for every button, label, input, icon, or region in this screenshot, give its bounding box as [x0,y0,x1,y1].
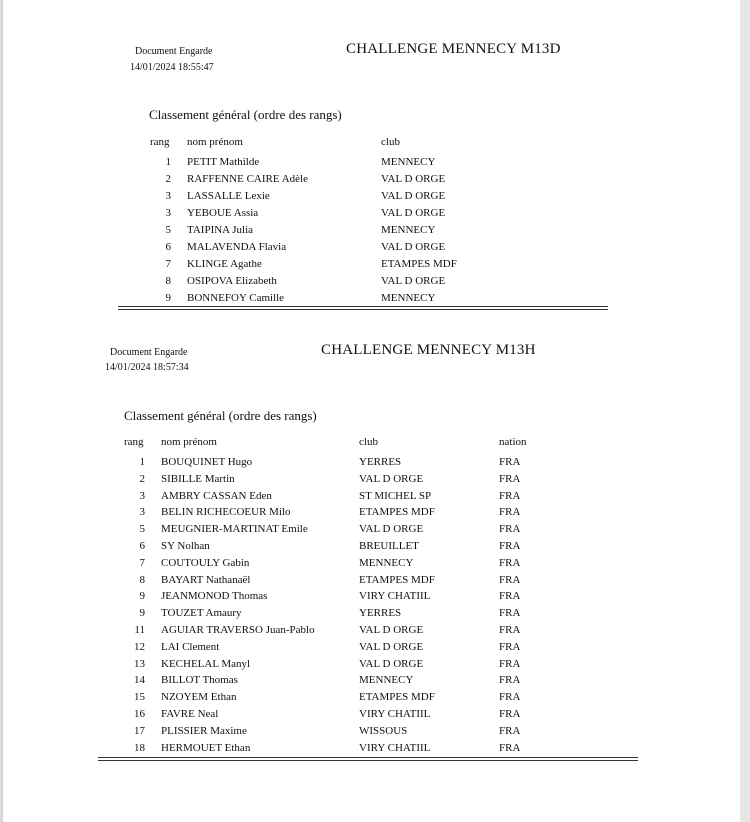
club-cell: VAL D ORGE [359,657,424,670]
table-row [127,605,627,622]
table-row [127,488,627,505]
rank-cell: 14 [134,674,145,687]
name-cell: MALAVENDA Flavia [187,241,287,253]
name-cell: BOUQUINET Hugo [161,456,253,468]
rank-cell: 7 [165,258,171,270]
club-cell: VAL D ORGE [359,640,424,653]
name-cell: FAVRE Neal [161,708,219,720]
nation-cell: FRA [499,607,521,620]
page-title: CHALLENGE MENNECY M13H [321,342,536,358]
club-cell: VAL D ORGE [381,275,446,287]
table-row [127,689,627,706]
club-cell: ST MICHEL SP [359,489,432,502]
name-cell: SY Nolhan [161,540,210,552]
nation-cell: FRA [499,624,521,636]
rank-cell: 9 [139,607,145,620]
name-cell: KLINGE Agathe [187,258,262,270]
table-row [153,222,653,239]
table-row [127,504,627,521]
table-row [127,521,627,538]
nation-cell: FRA [499,489,521,502]
club-cell: VIRY CHATIIL [359,741,431,754]
name-cell: SIBILLE Martin [161,472,235,485]
column-header-name: nom prénom [187,136,243,148]
name-cell: PETIT Mathilde [187,156,260,168]
rank-cell: 2 [165,173,171,185]
table-row [153,205,653,222]
rank-cell: 11 [134,624,145,636]
rank-cell: 3 [139,506,145,519]
name-cell: AMBRY CASSAN Eden [161,489,272,502]
rank-cell: 3 [165,190,171,202]
table-row [153,273,653,290]
name-cell: NZOYEM Ethan [161,691,237,704]
name-cell: JEANMONOD Thomas [161,590,268,603]
rank-cell: 7 [139,556,145,569]
table-row [127,454,627,471]
name-cell: BAYART Nathanaël [161,573,251,586]
table-row [127,706,627,723]
club-cell: MENNECY [359,674,414,687]
page-title: CHALLENGE MENNECY M13D [346,41,561,57]
name-cell: RAFFENNE CAIRE Adèle [187,173,308,185]
results-section-m13d [3,0,740,320]
club-cell: YERRES [359,456,402,468]
name-cell: BELIN RICHECOEUR Milo [161,506,291,519]
table-row [127,656,627,673]
table-bottom-rule [98,757,638,758]
name-cell: TOUZET Amaury [161,607,242,620]
section-subtitle: Classement général (ordre des rangs) [124,408,317,423]
club-cell: MENNECY [381,292,436,304]
club-cell: VAL D ORGE [381,241,446,253]
table-row [127,622,627,639]
rank-cell: 6 [139,540,145,552]
name-cell: TAIPINA Julia [187,224,254,236]
nation-cell: FRA [499,708,521,720]
results-table [127,454,647,764]
table-bottom-rule-double [98,760,638,761]
club-cell: YERRES [359,607,402,620]
column-header-rang: rang [150,136,170,148]
nation-cell: FRA [499,456,521,468]
nation-cell: FRA [499,724,521,737]
rank-cell: 8 [139,573,145,586]
club-cell: VAL D ORGE [359,624,424,636]
nation-cell: FRA [499,556,521,569]
club-cell: VAL D ORGE [359,472,424,485]
rank-cell: 12 [134,640,145,653]
nation-cell: FRA [499,691,521,704]
table-row [127,538,627,555]
name-cell: LASSALLE Lexie [187,190,270,202]
table-row [153,154,653,171]
name-cell: HERMOUET Ethan [161,741,251,754]
table-row [127,572,627,589]
nation-cell: FRA [499,674,521,687]
rank-cell: 16 [134,708,145,720]
nation-cell: FRA [499,741,521,754]
club-cell: ETAMPES MDF [359,573,435,586]
club-cell: VAL D ORGE [381,207,446,219]
club-cell: VAL D ORGE [381,190,446,202]
section-subtitle: Classement général (ordre des rangs) [149,107,342,122]
rank-cell: 15 [134,691,145,704]
column-header-club: club [359,436,378,448]
rank-cell: 9 [165,292,171,304]
club-cell: MENNECY [381,224,436,236]
timestamp: 14/01/2024 18:57:34 [105,362,189,373]
document-page [3,0,740,822]
name-cell: LAI Clement [161,640,220,653]
name-cell: AGUIAR TRAVERSO Juan-Pablo [161,624,315,636]
table-row [127,672,627,689]
club-cell: MENNECY [381,156,436,168]
nation-cell: FRA [499,506,521,519]
rank-cell: 17 [134,724,145,737]
name-cell: OSIPOVA Elizabeth [187,275,277,287]
nation-cell: FRA [499,657,521,670]
nation-cell: FRA [499,472,521,485]
table-row [153,188,653,205]
rank-cell: 18 [134,741,145,754]
rank-cell: 6 [165,241,171,253]
table-row [127,740,627,757]
rank-cell: 5 [139,523,145,536]
name-cell: PLISSIER Maxime [161,724,247,737]
nation-cell: FRA [499,590,521,603]
rank-cell: 1 [165,156,171,168]
table-bottom-rule-double [118,309,608,310]
rank-cell: 5 [165,224,171,236]
rank-cell: 1 [139,456,145,468]
rank-cell: 9 [139,590,145,603]
club-cell: MENNECY [359,556,414,569]
table-row [153,256,653,273]
nation-cell: FRA [499,640,521,653]
timestamp: 14/01/2024 18:55:47 [130,62,214,73]
nation-cell: FRA [499,523,521,536]
rank-cell: 3 [165,207,171,219]
rank-cell: 8 [165,275,171,287]
name-cell: YEBOUE Assia [187,207,259,219]
results-table [153,154,653,309]
name-cell: BILLOT Thomas [161,674,238,687]
club-cell: VIRY CHATIIL [359,590,431,603]
table-bottom-rule [118,306,608,307]
document-label: Document Engarde [135,46,213,57]
table-row [127,588,627,605]
nation-cell: FRA [499,573,521,586]
club-cell: BREUILLET [359,540,419,552]
name-cell: MEUGNIER-MARTINAT Emile [161,523,308,536]
rank-cell: 3 [139,489,145,502]
nation-cell: FRA [499,540,521,552]
club-cell: VIRY CHATIIL [359,708,431,720]
table-row [127,639,627,656]
page-edge [740,0,750,822]
rank-cell: 2 [139,472,145,485]
club-cell: ETAMPES MDF [359,691,435,704]
results-section-m13h [3,320,740,780]
column-header-nation: nation [499,436,527,448]
club-cell: ETAMPES MDF [381,258,457,270]
table-row [127,723,627,740]
column-header-rang: rang [124,436,144,448]
table-row [153,239,653,256]
name-cell: COUTOULY Gabin [161,556,250,569]
table-row [127,471,627,488]
club-cell: WISSOUS [359,724,408,737]
table-row [127,555,627,572]
table-row [153,171,653,188]
club-cell: ETAMPES MDF [359,506,435,519]
club-cell: VAL D ORGE [381,173,446,185]
name-cell: KECHELAL Manyl [161,657,251,670]
rank-cell: 13 [134,657,145,670]
column-header-name: nom prénom [161,436,217,448]
name-cell: BONNEFOY Camille [187,292,285,304]
club-cell: VAL D ORGE [359,523,424,536]
document-label: Document Engarde [110,347,188,358]
column-header-club: club [381,136,400,148]
table-row [153,290,653,307]
